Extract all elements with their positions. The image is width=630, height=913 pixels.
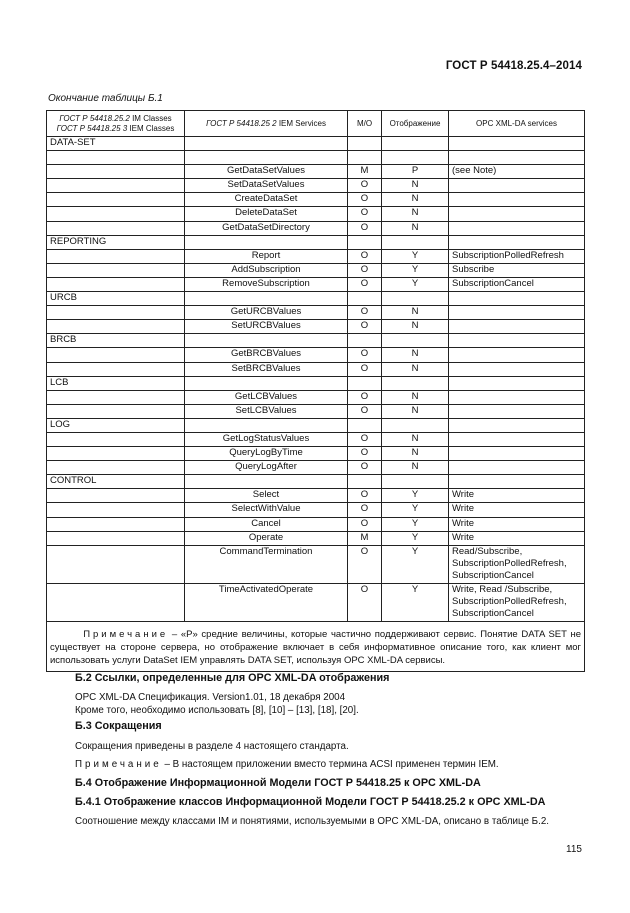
header-mapping: Отображение — [382, 111, 449, 137]
cell-opc-service — [449, 461, 585, 475]
cell-class — [47, 306, 185, 320]
cell-opc-service — [449, 432, 585, 446]
cell-service: Select — [185, 489, 348, 503]
page-number: 115 — [566, 844, 582, 855]
cell-mapping: Y — [382, 583, 449, 621]
cell-mapping: Y — [382, 503, 449, 517]
cell-mo: O — [348, 489, 382, 503]
cell-service — [185, 418, 348, 432]
table-row — [47, 404, 585, 418]
cell-mapping: N — [382, 306, 449, 320]
cell-class: BRCB — [47, 334, 185, 348]
cell-class — [47, 461, 185, 475]
table-note — [47, 621, 585, 671]
table-row — [47, 489, 585, 503]
cell-class — [47, 404, 185, 418]
cell-service — [185, 475, 348, 489]
cell-mo: O — [348, 207, 382, 221]
cell-mapping: N — [382, 432, 449, 446]
cell-service: RemoveSubscription — [185, 277, 348, 291]
cell-mo: M — [348, 531, 382, 545]
cell-opc-service — [449, 207, 585, 221]
cell-class — [47, 362, 185, 376]
cell-class: REPORTING — [47, 235, 185, 249]
cell-service: CommandTermination — [185, 545, 348, 583]
cell-mapping: N — [382, 447, 449, 461]
table-note-text: – «P» средние величины, которые частично поддерживают сервис. Понятие DATA SET не существует на стороне сервера, но отображение включает в себя информативное описание того, как клиент мог использовать услуги DataSet IEM управлять DATA SET, используя OPC XML-DA сервисы. — [50, 628, 581, 666]
cell-opc-service — [449, 235, 585, 249]
cell-mo: O — [348, 179, 382, 193]
table-row — [47, 348, 585, 362]
cell-service: TimeActivatedOperate — [185, 583, 348, 621]
cell-mo: O — [348, 348, 382, 362]
section-b3-note — [75, 758, 499, 771]
table-row — [47, 292, 585, 306]
cell-service — [185, 376, 348, 390]
cell-opc-service — [449, 221, 585, 235]
cell-opc-service — [449, 545, 585, 583]
table-row — [47, 517, 585, 531]
cell-class — [47, 320, 185, 334]
cell-mapping — [382, 137, 449, 151]
cell-opc-service — [449, 193, 585, 207]
table-row — [47, 376, 585, 390]
cell-mo: O — [348, 249, 382, 263]
cell-opc-service — [449, 348, 585, 362]
cell-mo: O — [348, 517, 382, 531]
cell-service — [185, 292, 348, 306]
cell-class — [47, 432, 185, 446]
cell-service: SetLCBValues — [185, 404, 348, 418]
cell-opc-service: Subscribe — [449, 263, 585, 277]
cell-mapping — [382, 475, 449, 489]
cell-mo: O — [348, 583, 382, 621]
cell-mapping: N — [382, 320, 449, 334]
cell-opc-service — [449, 418, 585, 432]
header-classes-line2-text: IEM Classes — [127, 123, 175, 133]
cell-opc-service-line: Write, Read /Subscribe, — [452, 583, 553, 595]
section-b3-note-text: – В настоящем приложении вместо термина ACSI применен термин IEM. — [161, 759, 499, 770]
table-row — [47, 362, 585, 376]
cell-service: GetLogStatusValues — [185, 432, 348, 446]
cell-mapping — [382, 235, 449, 249]
table-row — [47, 390, 585, 404]
cell-service: SelectWithValue — [185, 503, 348, 517]
cell-opc-service — [449, 151, 585, 165]
cell-opc-service — [449, 306, 585, 320]
cell-mo: O — [348, 193, 382, 207]
cell-class — [47, 277, 185, 291]
page-header-standard: ГОСТ Р 54418.25.4–2014 — [445, 60, 582, 72]
table-note-row — [47, 621, 585, 671]
section-b2-line2: Кроме того, необходимо использовать [8], [10] – [13], [18], [20]. — [75, 705, 359, 716]
section-b3-title: Б.3 Сокращения — [75, 720, 162, 732]
table-row — [47, 447, 585, 461]
cell-service: GetLCBValues — [185, 390, 348, 404]
table-row — [47, 263, 585, 277]
cell-opc-service: (see Note) — [449, 165, 585, 179]
section-b41-text: Соотношение между классами IM и понятиями, используемыми в OPC XML-DA, описано в таблице Б.2. — [75, 816, 550, 827]
cell-mo: O — [348, 306, 382, 320]
cell-class: CONTROL — [47, 475, 185, 489]
cell-mapping: N — [382, 362, 449, 376]
cell-opc-service — [449, 362, 585, 376]
cell-class — [47, 517, 185, 531]
cell-class — [47, 179, 185, 193]
cell-class — [47, 531, 185, 545]
cell-mapping: N — [382, 221, 449, 235]
table-row — [47, 249, 585, 263]
header-services — [185, 111, 348, 137]
cell-service: DeleteDataSet — [185, 207, 348, 221]
cell-mapping: Y — [382, 277, 449, 291]
table-row — [47, 193, 585, 207]
cell-class: LOG — [47, 418, 185, 432]
cell-opc-service: Write — [449, 503, 585, 517]
cell-opc-service — [449, 334, 585, 348]
mapping-table — [46, 110, 585, 672]
cell-mapping: Y — [382, 263, 449, 277]
table-row — [47, 277, 585, 291]
cell-service: CreateDataSet — [185, 193, 348, 207]
cell-mapping — [382, 418, 449, 432]
cell-mapping — [382, 376, 449, 390]
cell-service: SetBRCBValues — [185, 362, 348, 376]
cell-mo — [348, 475, 382, 489]
cell-opc-service-line: Read/Subscribe, — [452, 545, 523, 557]
cell-mapping: Y — [382, 531, 449, 545]
cell-mapping: P — [382, 165, 449, 179]
section-b4-title: Б.4 Отображение Информационной Модели ГОСТ Р 54418.25 к OPC XML-DA — [75, 777, 481, 789]
table-row — [47, 306, 585, 320]
cell-class — [47, 503, 185, 517]
cell-mapping: N — [382, 348, 449, 362]
cell-mo: O — [348, 447, 382, 461]
table-row — [47, 137, 585, 151]
cell-mapping: Y — [382, 517, 449, 531]
cell-mapping: N — [382, 390, 449, 404]
cell-service: GetDataSetDirectory — [185, 221, 348, 235]
cell-mapping: N — [382, 179, 449, 193]
table-row — [47, 165, 585, 179]
cell-opc-service: Write — [449, 517, 585, 531]
cell-class — [47, 545, 185, 583]
cell-opc-service — [449, 320, 585, 334]
cell-mo: O — [348, 390, 382, 404]
cell-mapping — [382, 334, 449, 348]
table-row — [47, 334, 585, 348]
cell-class — [47, 193, 185, 207]
table-row — [47, 545, 585, 583]
cell-opc-service — [449, 475, 585, 489]
header-services-text: IEM Services — [276, 118, 326, 128]
cell-mo — [348, 418, 382, 432]
table-row — [47, 207, 585, 221]
cell-mapping — [382, 151, 449, 165]
cell-mo: O — [348, 362, 382, 376]
table-row — [47, 461, 585, 475]
section-b3-text: Сокращения приведены в разделе 4 настоящего стандарта. — [75, 741, 349, 752]
header-opc-services: OPC XML-DA services — [449, 111, 585, 137]
cell-opc-service-line: SubscriptionCancel — [452, 569, 534, 581]
cell-opc-service — [449, 404, 585, 418]
header-mo: M/O — [348, 111, 382, 137]
cell-class — [47, 207, 185, 221]
table-row — [47, 221, 585, 235]
cell-mapping: N — [382, 207, 449, 221]
cell-opc-service — [449, 292, 585, 306]
cell-class — [47, 221, 185, 235]
cell-mo: O — [348, 545, 382, 583]
table-row — [47, 432, 585, 446]
cell-mo — [348, 151, 382, 165]
table-row — [47, 503, 585, 517]
table-row — [47, 418, 585, 432]
cell-service: Report — [185, 249, 348, 263]
cell-service: QueryLogAfter — [185, 461, 348, 475]
cell-class — [47, 348, 185, 362]
cell-opc-service-line: SubscriptionCancel — [452, 607, 534, 619]
cell-opc-service-line: SubscriptionPolledRefresh, — [452, 557, 567, 569]
section-b3-note-label: Примечание — [75, 759, 162, 770]
cell-service — [185, 334, 348, 348]
cell-mo: M — [348, 165, 382, 179]
header-classes-line1-text: IM Classes — [129, 113, 172, 123]
cell-class — [47, 151, 185, 165]
cell-service: GetURCBValues — [185, 306, 348, 320]
cell-mo: O — [348, 263, 382, 277]
cell-service: SetDataSetValues — [185, 179, 348, 193]
cell-mapping: Y — [382, 489, 449, 503]
cell-mo — [348, 235, 382, 249]
cell-opc-service — [449, 583, 585, 621]
cell-opc-service — [449, 390, 585, 404]
cell-service — [185, 235, 348, 249]
cell-class: DATA-SET — [47, 137, 185, 151]
cell-mo: O — [348, 221, 382, 235]
cell-service: Operate — [185, 531, 348, 545]
cell-opc-service: SubscriptionCancel — [449, 277, 585, 291]
cell-opc-service — [449, 376, 585, 390]
cell-class — [47, 263, 185, 277]
cell-mo: O — [348, 461, 382, 475]
cell-mo — [348, 137, 382, 151]
cell-mo: O — [348, 503, 382, 517]
cell-mapping — [382, 292, 449, 306]
cell-mo — [348, 376, 382, 390]
table-header-row — [47, 111, 585, 137]
cell-mo: O — [348, 404, 382, 418]
cell-opc-service — [449, 447, 585, 461]
cell-opc-service: SubscriptionPolledRefresh — [449, 249, 585, 263]
cell-mo: O — [348, 277, 382, 291]
cell-mapping: Y — [382, 545, 449, 583]
header-classes — [47, 111, 185, 137]
table-row — [47, 235, 585, 249]
cell-class — [47, 489, 185, 503]
cell-opc-service — [449, 137, 585, 151]
cell-mo: O — [348, 320, 382, 334]
cell-class: URCB — [47, 292, 185, 306]
cell-opc-service: Write — [449, 531, 585, 545]
table-caption: Окончание таблицы Б.1 — [48, 93, 163, 104]
table-row — [47, 583, 585, 621]
cell-service: Cancel — [185, 517, 348, 531]
cell-mapping: Y — [382, 249, 449, 263]
cell-mapping: N — [382, 461, 449, 475]
cell-opc-service — [449, 179, 585, 193]
cell-service — [185, 151, 348, 165]
cell-opc-service: Write — [449, 489, 585, 503]
table-row — [47, 320, 585, 334]
table-row — [47, 151, 585, 165]
cell-service: AddSubscription — [185, 263, 348, 277]
cell-mo — [348, 292, 382, 306]
cell-class — [47, 165, 185, 179]
cell-service: GetBRCBValues — [185, 348, 348, 362]
cell-class: LCB — [47, 376, 185, 390]
cell-mo — [348, 334, 382, 348]
header-classes-line2-ref: ГОСТ Р 54418.25 3 — [56, 123, 128, 133]
cell-service: GetDataSetValues — [185, 165, 348, 179]
table-row — [47, 475, 585, 489]
section-b2-title: Б.2 Ссылки, определенные для OPC XML-DA отображения — [75, 672, 390, 684]
header-services-ref: ГОСТ Р 54418.25 2 — [206, 118, 277, 128]
cell-service: SetURCBValues — [185, 320, 348, 334]
cell-mo: O — [348, 432, 382, 446]
cell-class — [47, 583, 185, 621]
cell-class — [47, 390, 185, 404]
table-row — [47, 179, 585, 193]
cell-opc-service-line: SubscriptionPolledRefresh, — [452, 595, 567, 607]
section-b2-line1: OPC XML-DA Спецификация. Version1.01, 18 декабря 2004 — [75, 692, 346, 703]
cell-service: QueryLogByTime — [185, 447, 348, 461]
cell-mapping: N — [382, 193, 449, 207]
section-b41-title: Б.4.1 Отображение классов Информационной Модели ГОСТ Р 54418.25.2 к OPC XML-DA — [75, 796, 546, 808]
cell-class — [47, 447, 185, 461]
table-note-label: Примечание — [83, 628, 169, 640]
header-classes-line1-ref: ГОСТ Р 54418.25.2 — [59, 113, 130, 123]
cell-service — [185, 137, 348, 151]
cell-class — [47, 249, 185, 263]
table-row — [47, 531, 585, 545]
cell-mapping: N — [382, 404, 449, 418]
